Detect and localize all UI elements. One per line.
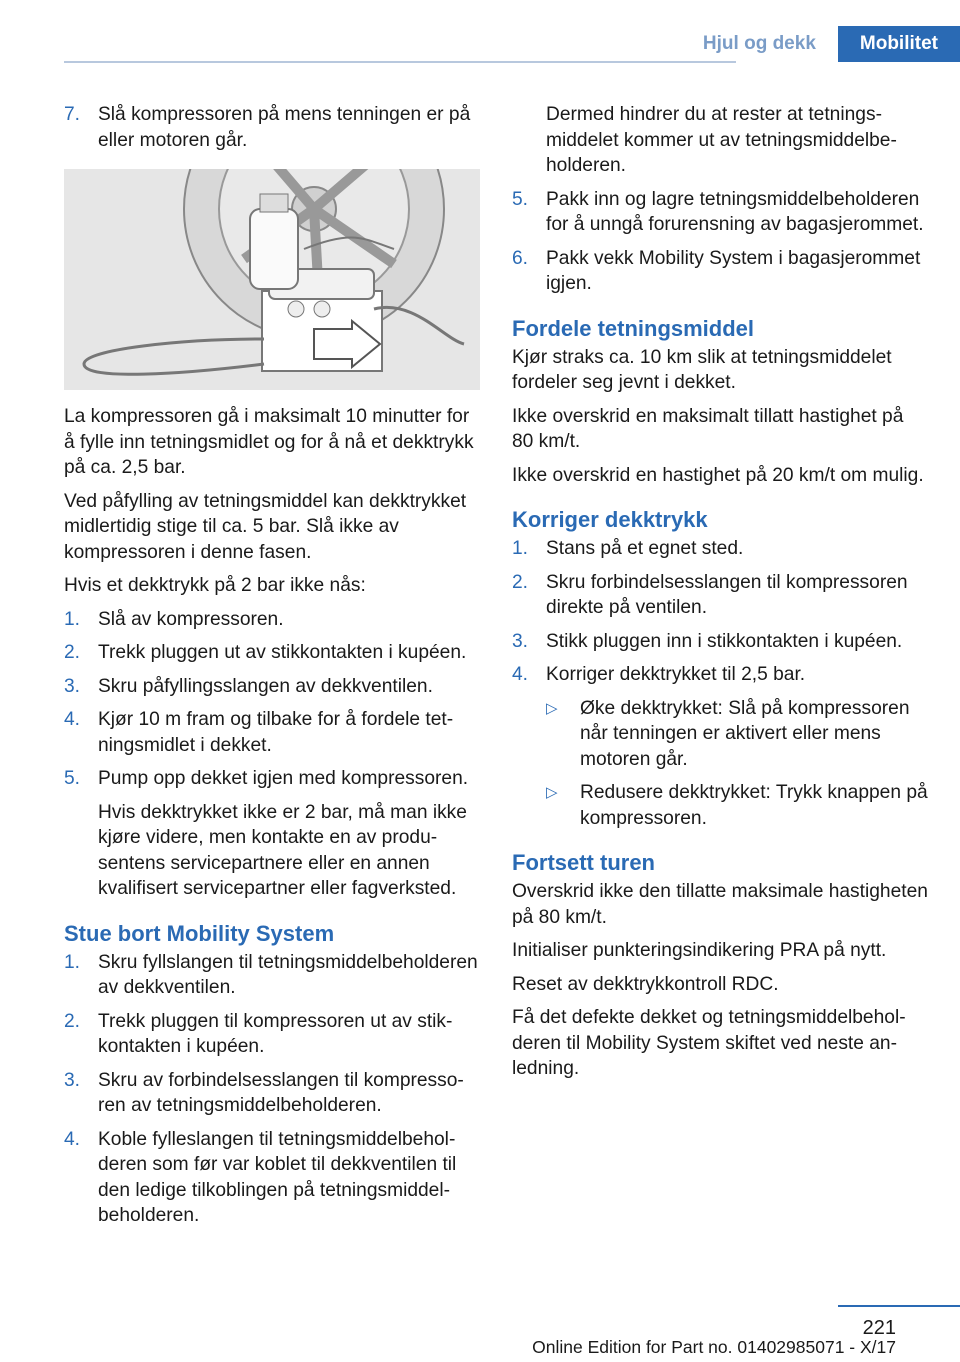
step-text: Trekk pluggen ut av stikkontakten i kupéen. [98,642,467,663]
step-number: 3. [64,1069,81,1091]
list-item [512,536,928,562]
paragraph: Ikke overskrid en maksimalt tillatt hastighet på 80 km/t. [512,405,904,452]
right-column [512,102,928,1090]
step-text: Trekk pluggen til kompressoren ut av stikkontakten i kupéen. [98,1010,453,1057]
step-number: 3. [512,630,529,652]
list-item [64,950,480,1001]
step-number: 4. [64,1128,81,1150]
step-continuation: Hvis dekktrykket ikke er 2 bar, må man ikke kjøre videre, men kontakte en av produsentens servicepartnere eller en annen kvalifisert servicepartner eller fagverksted. [98,801,467,899]
step-number: 4. [512,664,529,685]
compressor-illustration [64,169,480,390]
step-text: Skru av forbindelsesslangen til kompressoren av tetningsmiddelbeholderen. [98,1069,464,1116]
sub-item-text: Redusere dekktrykket: Trykk knappen på kompressoren. [580,782,928,829]
paragraph: Initialiser punkteringsindikering PRA på nytt. [512,940,887,961]
step-text: Slå kompressoren på mens tenningen er på eller motoren går. [98,104,471,151]
paragraph: Hvis et dekktrykk på 2 bar ikke nås: [64,575,366,596]
sub-list-item [546,780,928,831]
paragraph: Reset av dekktrykkontroll RDC. [512,973,779,995]
sub-list-item [546,696,928,773]
step-text: Skru påfyllingsslangen av dekkventilen. [98,675,433,697]
compressor-drawing [64,169,480,390]
header-rule [64,61,736,63]
step-number: 1. [512,538,529,559]
page-number: 221 [862,1317,896,1339]
paragraph: Overskrid ikke den tillatte maksimale hastigheten på 80 km/t. [512,881,928,928]
step-number: 5. [512,188,529,210]
section-heading-distribute: Fordele tetningsmiddel [512,315,755,341]
step-number: 1. [64,951,81,973]
section-heading-continue: Fortsett turen [512,850,655,875]
step-number: 2. [512,571,529,593]
list-item [64,102,480,153]
list-item [512,629,928,655]
step-text: Kjør 10 m fram og tilbake for å fordele tetningsmidlet i dekket. [98,709,454,756]
list-item [512,570,928,621]
triangle-bullet-icon: ▷ [546,784,558,801]
step-number: 3. [64,675,81,697]
footer-rule [838,1305,960,1307]
left-column [64,102,480,1237]
header-tabs [681,26,960,62]
list-item [64,1127,480,1229]
paragraph: Få det defekte dekket og tetningsmiddelbeholderen til Mobility System skiftet ved neste anledning. [512,1007,906,1079]
list-item [64,674,480,700]
paragraph: Ved påfylling av tetningsmiddel kan dekktrykket midlertidig stige til ca. 5 bar. Slå ikke av kompressoren i denne fasen. [64,490,467,563]
step-continuation: Dermed hindrer du at rester at tetningsmiddelet kommer ut av tetningsmiddelbeholderen. [546,104,897,176]
list-item [64,766,480,792]
tab-section: Mobilitet [838,26,960,62]
paragraph: La kompressoren gå i maksimalt 10 minutter for å fylle inn tetningsmidlet og for å nå et dekktrykk på ca. 2,5 bar. [64,406,474,478]
step-number: 6. [512,247,529,269]
edition-line: Online Edition for Part no. 01402985071 - X/17 [532,1337,896,1357]
list-item [512,662,928,688]
sub-item-text: Øke dekktrykket: Slå på kompressoren når tenningen er aktivert eller mens motoren går. [580,697,910,770]
step-text: Korriger dekktrykket til 2,5 bar. [546,664,806,685]
list-item [64,707,480,758]
step-text: Pump opp dekket igjen med kompressoren. [98,768,469,789]
list-item [64,640,480,666]
list-item [512,246,928,297]
step-number: 2. [64,1010,81,1032]
paragraph: Ikke overskrid en hastighet på 20 km/t om mulig. [512,464,924,486]
step-number: 5. [64,768,81,789]
step-number: 4. [64,709,81,730]
list-item [64,607,480,633]
step-text: Skru fyllslangen til tetningsmiddelbeholderen av dekkventilen. [98,951,478,998]
step-number: 1. [64,608,81,630]
step-number: 7. [64,104,81,125]
triangle-bullet-icon: ▷ [546,699,558,717]
step-text: Slå av kompressoren. [98,608,284,630]
sub-list [512,696,928,832]
step-text: Koble fylleslangen til tetningsmiddelbeholderen som før var koblet til dekkventilen til den ledige tilkoblingen på tetningsmiddelbeholderen. [98,1128,457,1226]
list-item [64,1009,480,1060]
step-text: Stikk pluggen inn i stikkontakten i kupéen. [546,630,903,652]
list-item [64,1068,480,1119]
section-heading-stow: Stue bort Mobility System [64,920,335,946]
list-item [512,187,928,238]
section-heading-correct: Korriger dekktrykk [512,507,708,532]
tab-chapter: Hjul og dekk [702,33,816,54]
step-number: 2. [64,642,81,663]
paragraph: Kjør straks ca. 10 km slik at tetningsmiddelet fordeler seg jevnt i dekket. [512,346,892,393]
step-text: Pakk inn og lagre tetningsmiddelbeholderen for å unngå forurensning av bagasjerommet. [546,188,924,235]
step-text: Pakk vekk Mobility System i bagasjerommet igjen. [546,247,921,294]
step-text: Stans på et egnet sted. [546,538,744,559]
step-text: Skru forbindelsesslangen til kompressoren direkte på ventilen. [546,571,908,618]
